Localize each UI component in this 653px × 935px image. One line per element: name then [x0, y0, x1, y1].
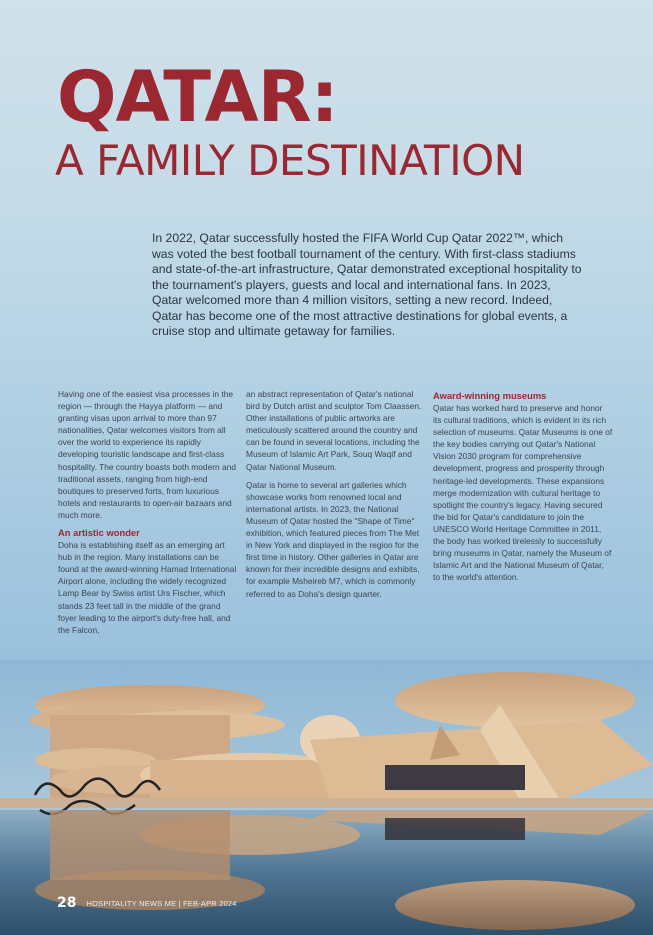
- paragraph: Qatar is home to several art galleries which showcase works from renowned local and international artists. In 2023, the National Museum of Qatar hosted the "Shape of Time" exhibition, which featured pieces from The Met in New York and displayed in the region for the first time in history. Other galleries in Qatar are known for their incredible designs and exhibits, for example Msheireb M7, which is commonly referred to as Doha's design quarter.: [246, 479, 420, 599]
- intro-paragraph: In 2022, Qatar successfully hosted the FIFA World Cup Qatar 2022™, which was voted the best football tournament of the century. With first-class stadiums and state-of-the-art infrastructure, Qatar demonstrated exceptional hospitality to the tournament's players, guests and local and international fans. In 2023, Qatar welcomed more than 4 million visitors, setting a new record. Indeed, Qatar has become one of the most attractive destinations for global events, a cruise stop and ultimate getaway for families.: [152, 231, 582, 338]
- article-column-3: [433, 388, 613, 589]
- article-column-1: [58, 388, 238, 642]
- article-column-2: [246, 388, 426, 606]
- paragraph: Qatar has worked hard to preserve and honor its cultural traditions, which is evident in its rich selection of museums. Qatar Museums is one of the key bodies carrying out Qatar's National Vision 2030 program for comprehensive development, progress and prosperity through heritage-led developments. These expansions merge modernization with cultural heritage to spotlight the country's legacy. Having secured the bid for Qatar's candidature to join the UNESCO World Heritage Committee in 2011, the body has worked tirelessly to successfully bring museums in Qatar, namely the Museum of Islamic Art and the National Museum of Qatar, to the world's attention.: [433, 403, 613, 583]
- paragraph: Having one of the easiest visa processes in the region — through the Hayya platform — and granting visas upon arrival to more than 97 nationalities, Qatar welcomes visitors from all over the world to experience its rapidly developing touristic landscape and first-class hospitality. The country boasts both modern and traditional assets, ranging from high-end boutiques to preserved forts, from luxurious hotels and restaurants to open-air bazaars and much more.: [58, 389, 236, 520]
- section-heading-artistic-wonder: An artistic wonder: [58, 527, 140, 539]
- paragraph: an abstract representation of Qatar's national bird by Dutch artist and sculptor Tom Claassen. Other installations of public artworks are meticulously scattered around the country and can be found in several locations, including the Museum of Islamic Art Park, Souq Waqif and Qatar National Museum.: [246, 389, 422, 472]
- page-number: 28: [57, 895, 77, 911]
- section-heading-award-winning-museums: Award-winning museums: [433, 390, 547, 401]
- national-museum-of-qatar-photo: [0, 660, 653, 935]
- publication-line: HOSPITALITY NEWS ME | FEB-APR 2024: [86, 898, 237, 908]
- paragraph: Doha is establishing itself as an emerging art hub in the region. Many installations can be found at the award-winning Hamad International Airport alone, including the widely recognized Lamp Bear by Swiss artist Urs Fischer, which stands 23 feet tall in the middle of the grand foyer leading to the airport's duty-free hall, and the Falcon,: [58, 540, 237, 635]
- page-subtitle: A FAMILY DESTINATION: [55, 136, 525, 185]
- page-title: QATAR:: [57, 56, 338, 138]
- page-footer: [57, 895, 237, 911]
